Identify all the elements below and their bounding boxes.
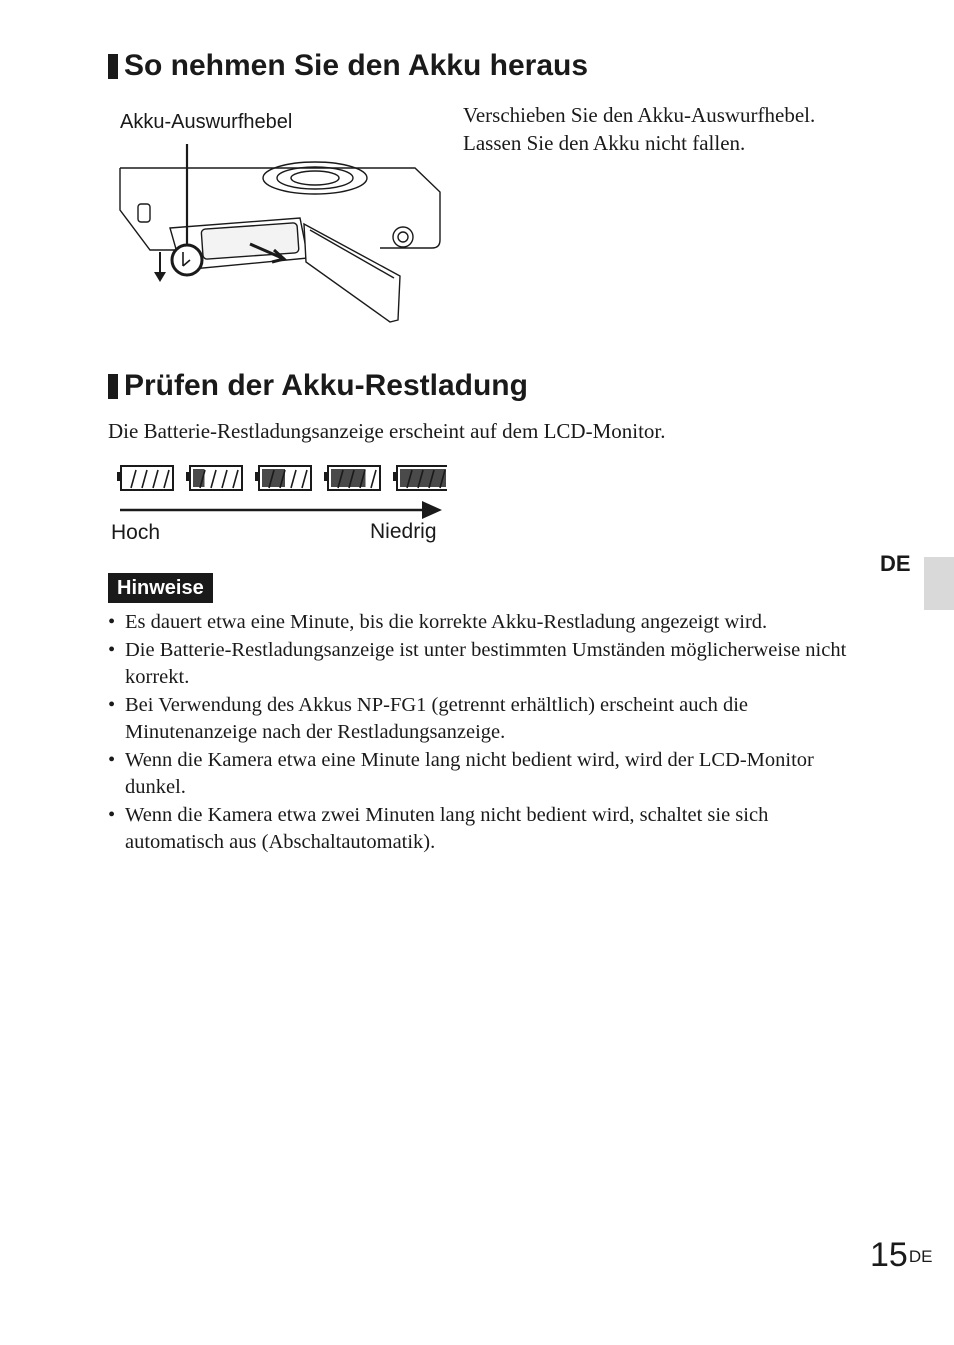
camera-battery-eject-illustration (110, 140, 450, 330)
list-item: • Es dauert etwa eine Minute, bis die korrekte Akku-Restladung angezeigt wird. (108, 609, 868, 637)
scale-label-low: Niedrig (370, 520, 437, 543)
battery-level-icons (117, 464, 447, 494)
battery-icon (117, 466, 173, 490)
section-title-battery-level (108, 369, 528, 403)
notes-header: Hinweise (108, 573, 213, 603)
section-title-text: So nehmen Sie den Akku heraus (124, 49, 589, 82)
battery-icon (324, 466, 380, 490)
list-item: • Die Batterie-Restladungsanzeige ist unter bestimmten Umständen möglicherweise nicht korrekt. (108, 637, 868, 692)
figure-label-eject-lever: Akku-Auswurfhebel (120, 111, 293, 133)
page-number-suffix: DE (908, 1247, 933, 1266)
title-marker (108, 54, 118, 79)
section-title-remove-battery (108, 49, 588, 83)
battery-icon-row (117, 464, 447, 494)
battery-level-intro: Die Batterie-Restladungsanzeige erscheint auf dem LCD-Monitor. (108, 419, 666, 443)
scale-label-high: Hoch (111, 521, 161, 544)
page-number (870, 1237, 932, 1273)
remove-battery-instruction: Verschieben Sie den Akku-Auswurfhebel. Lassen Sie den Akku nicht fallen. (463, 103, 816, 155)
side-tab (924, 557, 954, 610)
list-item: • Wenn die Kamera etwa eine Minute lang nicht bedient wird, wird der LCD-Monitor dunkel. (108, 747, 868, 802)
section-title-text: Prüfen der Akku-Restladung (124, 369, 528, 402)
page-number-value: 15 (870, 1236, 908, 1274)
list-item: • Wenn die Kamera etwa zwei Minuten lang nicht bedient wird, schaltet sie sich automatisch aus (Abschaltautomatik). (108, 802, 868, 857)
language-label: DE (880, 551, 911, 576)
title-marker (108, 374, 118, 399)
notes-list (108, 609, 868, 857)
battery-icon (255, 466, 311, 490)
battery-icon (393, 466, 447, 490)
battery-icon (186, 466, 242, 490)
list-item: • Bei Verwendung des Akkus NP-FG1 (getrennt erhältlich) erscheint auch die Minutenanzeige nach der Restladungsanzeige. (108, 692, 868, 747)
